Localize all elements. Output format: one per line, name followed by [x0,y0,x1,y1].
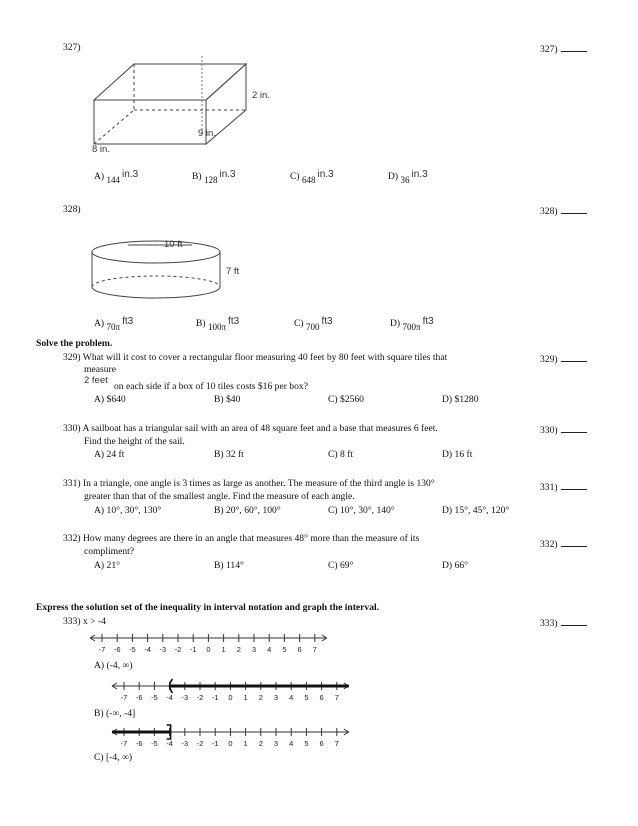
tick-label: 3 [273,693,279,702]
question-329-line2: measure [84,364,116,375]
answer-blank-328[interactable] [561,204,587,214]
answer-blank-332[interactable] [561,537,587,547]
answer-label-330: 330) [540,423,587,437]
tick-label: -2 [196,739,204,748]
answer-blank-333[interactable] [561,616,587,626]
question-330-line2: Find the height of the sail. [84,436,185,447]
handwritten-2-feet: 2 feet [84,375,108,386]
tick-label: 1 [243,739,248,748]
answer-label-327: 327) [540,42,587,56]
tick-label: 2 [236,645,241,654]
tick-label: -3 [181,693,189,702]
tick-label: 4 [289,739,294,748]
option-333-b[interactable]: B) (-∞, -4] [94,708,136,719]
option-330-b[interactable]: B) 32 ft [214,449,244,460]
option-332-a[interactable]: A) 21° [94,560,120,571]
tick-label: 2 [258,693,263,702]
tick-label: -6 [135,739,143,748]
tick-label: -4 [144,645,151,654]
tick-label: -6 [113,645,121,654]
tick-label: -5 [129,645,136,654]
tick-label: -1 [211,739,219,748]
tick-label: 2 [258,739,263,748]
question-329-line1: 329) What will it cost to cover a rectangular floor measuring 40 feet by 80 feet with square tiles that [63,352,448,363]
option-328-a[interactable]: A) 70π ft3 [94,316,134,332]
tick-label: -7 [120,739,128,748]
question-number-327: 327) [63,42,81,53]
option-331-d[interactable]: D) 15°, 45°, 120° [442,505,510,516]
answer-label-331: 331) [540,480,587,494]
tick-label: 0 [228,739,233,748]
option-328-b[interactable]: B) 100π ft3 [196,316,240,332]
option-333-a[interactable]: A) (-4, ∞) [94,660,133,671]
tick-label: 7 [312,645,317,654]
tick-label: 5 [304,693,309,702]
option-330-a[interactable]: A) 24 ft [94,449,125,460]
tick-label: 6 [319,739,324,748]
tick-label: 5 [304,739,309,748]
tick-label: -4 [166,739,173,748]
option-327-a[interactable]: A) 144 in.3 [94,169,139,185]
tick-label: -6 [135,693,143,702]
tick-label: 6 [297,645,302,654]
section-heading-interval: Express the solution set of the inequality in interval notation and graph the interval. [36,602,380,613]
tick-label: -5 [151,739,158,748]
answer-blank-331[interactable] [561,480,587,490]
tick-label: 3 [273,739,279,748]
tick-label: -3 [181,739,189,748]
prism-width-label: 8 in. [92,144,110,155]
answer-blank-330[interactable] [561,423,587,433]
tick-label: 4 [267,645,272,654]
question-331-line2: greater than that of the smallest angle. Find the measure of each angle. [84,491,355,502]
tick-label: -5 [151,693,158,702]
tick-label: -7 [120,693,128,702]
tick-label: 5 [282,645,287,654]
question-329-line3: on each side if a box of 10 tiles costs $16 per box? [114,381,308,392]
tick-label: -3 [159,645,167,654]
cylinder-height-label: 7 ft [226,266,240,277]
option-330-c[interactable]: C) 8 ft [328,449,354,460]
tick-label: 7 [334,739,339,748]
question-number-328: 328) [63,204,81,215]
option-327-d[interactable]: D) 36 in.3 [388,169,428,185]
option-332-b[interactable]: B) 114° [214,560,244,571]
tick-label: -2 [174,645,182,654]
answer-blank-327[interactable] [561,42,587,52]
number-line-option-b [100,726,362,750]
option-331-b[interactable]: B) 20°, 60°, 100° [214,505,281,516]
prism-height-label: 2 in. [252,90,270,101]
question-330-line1: 330) A sailboat has a triangular sail with an area of 48 square feet and a base that measures 6 feet. [63,423,438,434]
tick-label: 7 [334,693,339,702]
tick-label: 0 [206,645,211,654]
option-328-c[interactable]: C) 700 ft3 [294,316,333,332]
tick-label: 4 [289,693,294,702]
number-line-blank [88,632,338,656]
option-331-a[interactable]: A) 10°, 30°, 130° [94,505,162,516]
question-333-prompt: 333) x > -4 [63,616,106,627]
question-332-line1: 332) How many degrees are there in an angle that measures 48° more than the measure of its [63,533,420,544]
tick-label: -7 [98,645,106,654]
answer-label-332: 332) [540,537,587,551]
tick-label: 0 [228,693,233,702]
answer-blank-329[interactable] [561,352,587,362]
tick-label: -1 [189,645,197,654]
option-329-c[interactable]: C) $2560 [328,394,364,405]
section-heading-solve: Solve the problem. [36,338,113,349]
option-327-c[interactable]: C) 648 in.3 [290,169,334,185]
cylinder-diameter-label: 10 ft [164,239,183,250]
tick-label: 3 [251,645,257,654]
tick-label: -1 [211,693,219,702]
option-333-c[interactable]: C) [-4, ∞) [94,752,133,763]
answer-label-333: 333) [540,616,587,630]
rectangular-prism-figure [88,54,318,164]
question-331-line1: 331) In a triangle, one angle is 3 times as large as another. The measure of the third angle is 130° [63,478,435,489]
question-332-line2: compliment? [84,546,135,557]
tick-label: 1 [243,693,248,702]
option-329-d[interactable]: D) $1280 [442,394,479,405]
tick-label: -2 [196,693,204,702]
option-327-b[interactable]: B) 128 in.3 [192,169,236,185]
option-329-b[interactable]: B) $40 [214,394,241,405]
cylinder-figure [88,232,258,308]
number-line-option-a [100,680,362,704]
answer-label-329: 329) [540,352,587,366]
tick-label: 6 [319,693,324,702]
option-330-d[interactable]: D) 16 ft [442,449,473,460]
answer-label-328: 328) [540,204,587,218]
option-332-d[interactable]: D) 66° [442,560,468,571]
tick-label: -4 [166,693,173,702]
option-332-c[interactable]: C) 69° [328,560,354,571]
option-331-c[interactable]: C) 10°, 30°, 140° [328,505,395,516]
option-328-d[interactable]: D) 700π ft3 [390,316,434,332]
prism-length-label: 9 in. [198,128,216,139]
option-329-a[interactable]: A) $640 [94,394,126,405]
tick-label: 1 [221,645,226,654]
